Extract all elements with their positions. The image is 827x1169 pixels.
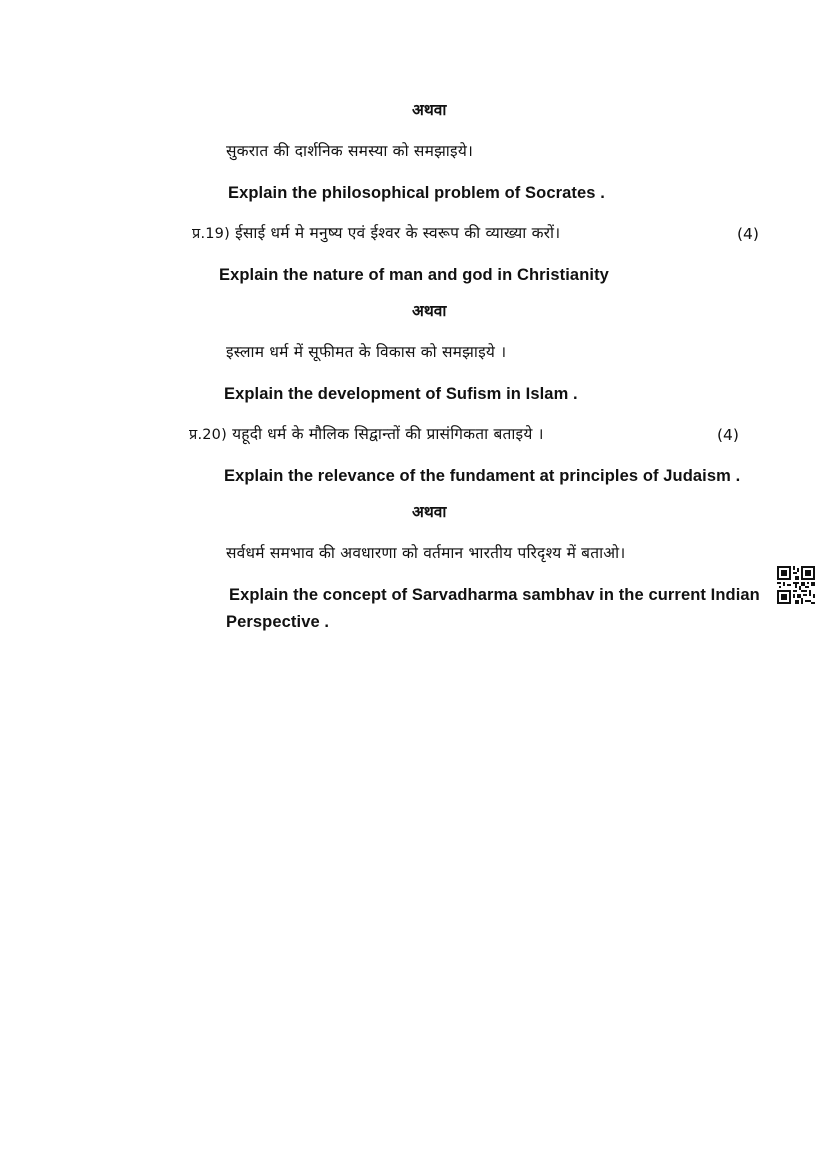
sarvadharma-question-english-line-2: Perspective . — [226, 613, 330, 631]
question-20-text: यहूदी धर्म के मौलिक सिद्वान्तों की प्रासंगिकता बताइये । — [232, 425, 544, 443]
socrates-question-hindi: सुकरात की दार्शनिक समस्या को समझाइये। — [226, 142, 474, 160]
question-20-english: Explain the relevance of the fundament at principles of Judaism . — [224, 467, 741, 485]
question-19-english: Explain the nature of man and god in Christianity — [219, 266, 609, 284]
question-20-marks: (4) — [717, 426, 739, 444]
socrates-question-english: Explain the philosophical problem of Socrates . — [228, 184, 605, 202]
athva-heading-1: अथवा — [412, 101, 447, 119]
question-19-marks: (4) — [737, 225, 759, 243]
athva-heading-3: अथवा — [412, 503, 447, 521]
athva-heading-2: अथवा — [412, 302, 447, 320]
sarvadharma-question-hindi: सर्वधर्म समभाव की अवधारणा को वर्तमान भारतीय परिदृश्य में बताओ। — [226, 544, 626, 562]
question-19-text: ईसाई धर्म मे मनुष्य एवं ईश्वर के स्वरूप की व्याख्या करों। — [235, 224, 561, 242]
question-20-hindi — [189, 425, 544, 444]
question-19-number: प्र.19) — [192, 226, 230, 242]
question-20-number: प्र.20) — [189, 427, 227, 443]
sufism-question-english: Explain the development of Sufism in Islam . — [224, 385, 578, 403]
sufism-question-hindi: इस्लाम धर्म में सूफीमत के विकास को समझाइये । — [226, 343, 507, 361]
question-19-hindi — [192, 224, 560, 243]
sarvadharma-question-english-line-1: Explain the concept of Sarvadharma sambhav in the current Indian — [229, 586, 760, 604]
qr-code-icon — [777, 566, 815, 604]
